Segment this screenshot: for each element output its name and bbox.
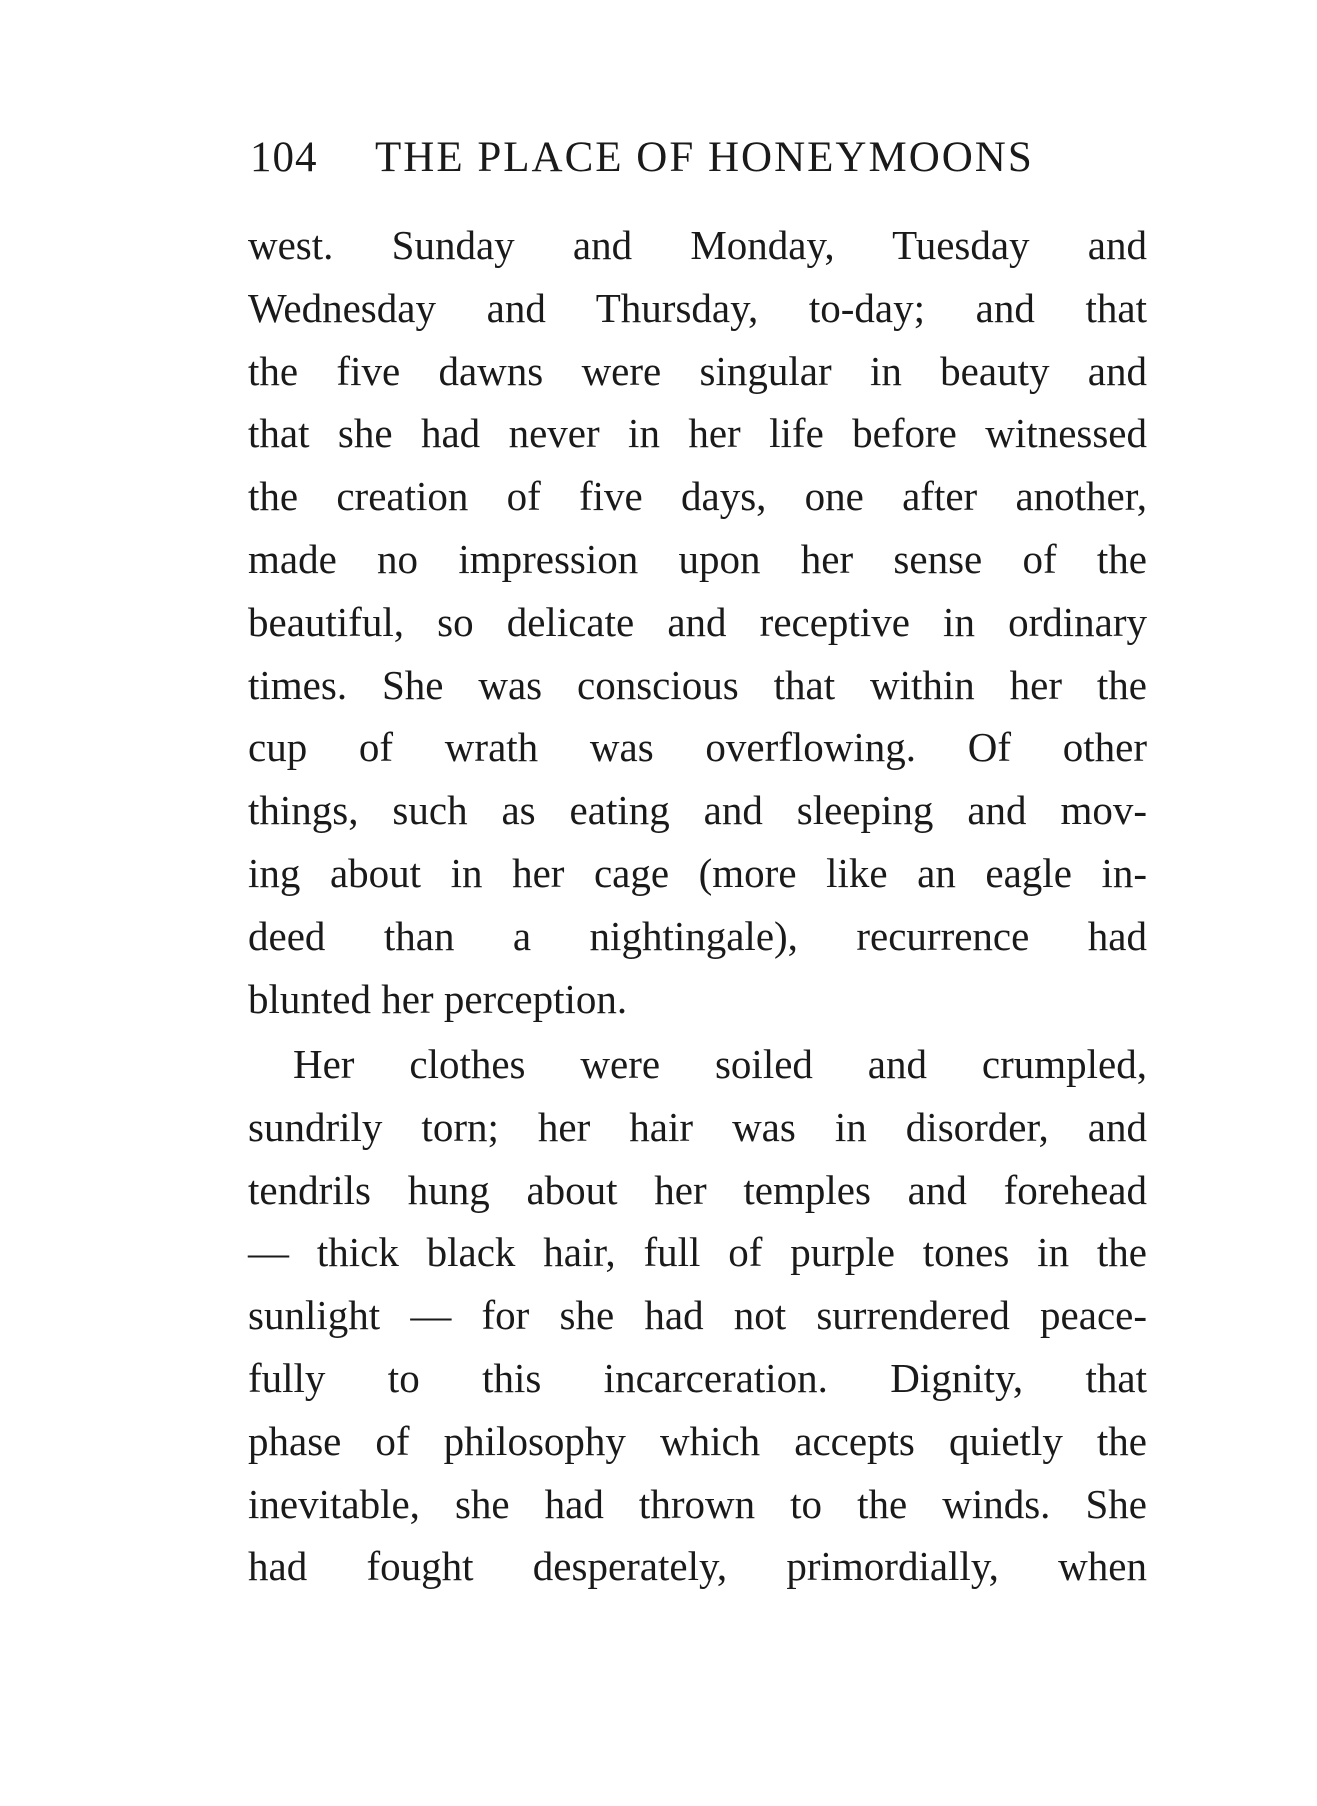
running-title: THE PLACE OF HONEYMOONS	[375, 134, 1034, 181]
text-line: fully to this incarceration. Dignity, that	[248, 1354, 1147, 1401]
page-number: 104	[250, 134, 318, 181]
text-line: the five dawns were singular in beauty and	[248, 347, 1147, 394]
text-line: had fought desperately, primordially, when	[248, 1543, 1147, 1590]
text-line: phase of philosophy which accepts quietly the	[248, 1417, 1147, 1464]
text-line: Her clothes were soiled and crumpled,	[293, 1041, 1147, 1087]
paragraph-1	[248, 214, 1147, 1030]
text-line: west. Sunday and Monday, Tuesday and	[248, 222, 1147, 268]
text-line: the creation of five days, one after another,	[248, 473, 1147, 520]
text-line: sundrily torn; her hair was in disorder, and	[248, 1103, 1147, 1150]
text-line: blunted her perception.	[248, 975, 628, 1022]
text-line: that she had never in her life before witnessed	[248, 410, 1147, 457]
text-line: Wednesday and Thursday, to-day; and that	[248, 284, 1147, 331]
paragraph-2	[248, 1033, 1147, 1598]
text-line: deed than a nightingale), recurrence had	[248, 912, 1147, 959]
text-line: — thick black hair, full of purple tones in the	[248, 1229, 1147, 1276]
text-line: things, such as eating and sleeping and mov-	[248, 787, 1147, 834]
running-head	[250, 128, 1145, 188]
text-line: times. She was conscious that within her the	[248, 661, 1147, 708]
text-line: ing about in her cage (more like an eagle in-	[248, 849, 1147, 896]
text-line: sunlight — for she had not surrendered peace-	[248, 1292, 1147, 1339]
text-line: made no impression upon her sense of the	[248, 535, 1147, 582]
text-line: inevitable, she had thrown to the winds. She	[248, 1480, 1147, 1527]
text-line: tendrils hung about her temples and forehead	[248, 1166, 1147, 1213]
text-line: beautiful, so delicate and receptive in ordinary	[248, 598, 1147, 645]
text-line: cup of wrath was overflowing. Of other	[248, 724, 1147, 771]
